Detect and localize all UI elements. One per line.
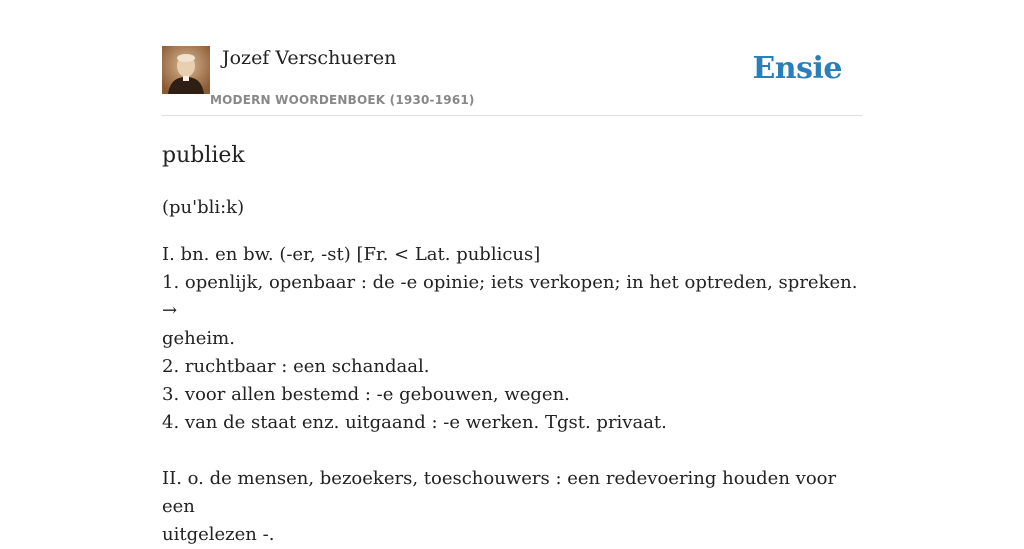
entry-card	[162, 46, 862, 549]
source-label[interactable]: MODERN WOORDENBOEK (1930-1961)	[210, 93, 475, 107]
entry-header	[162, 46, 862, 116]
headword: publiek	[162, 143, 245, 168]
definition-line: 2. ruchtbaar : een schandaal.	[162, 356, 430, 377]
paragraph-gap	[162, 437, 862, 465]
author-name[interactable]: Jozef Verschueren	[222, 47, 397, 69]
definition-intro: I. bn. en bw. (-er, -st) [Fr. < Lat. publicus]	[162, 244, 541, 265]
definition-line: II. o. de mensen, bezoekers, toeschouwers : een redevoering houden voor een	[162, 468, 837, 517]
site-logo[interactable]: Ensie	[752, 51, 842, 86]
author-avatar[interactable]	[162, 46, 210, 94]
portrait-photo-icon	[162, 46, 210, 94]
definition-body	[162, 241, 862, 549]
definition-line: geheim.	[162, 328, 235, 349]
definition-line: 4. van de staat enz. uitgaand : -e werken. Tgst. privaat.	[162, 412, 667, 433]
definition-line: 3. voor allen bestemd : -e gebouwen, wegen.	[162, 384, 570, 405]
definition-line: uitgelezen -.	[162, 524, 275, 545]
definition-line: 1. openlijk, openbaar : de -e opinie; iets verkopen; in het optreden, spreken. →	[162, 272, 858, 321]
pronunciation: (pu'bli:k)	[162, 197, 245, 218]
